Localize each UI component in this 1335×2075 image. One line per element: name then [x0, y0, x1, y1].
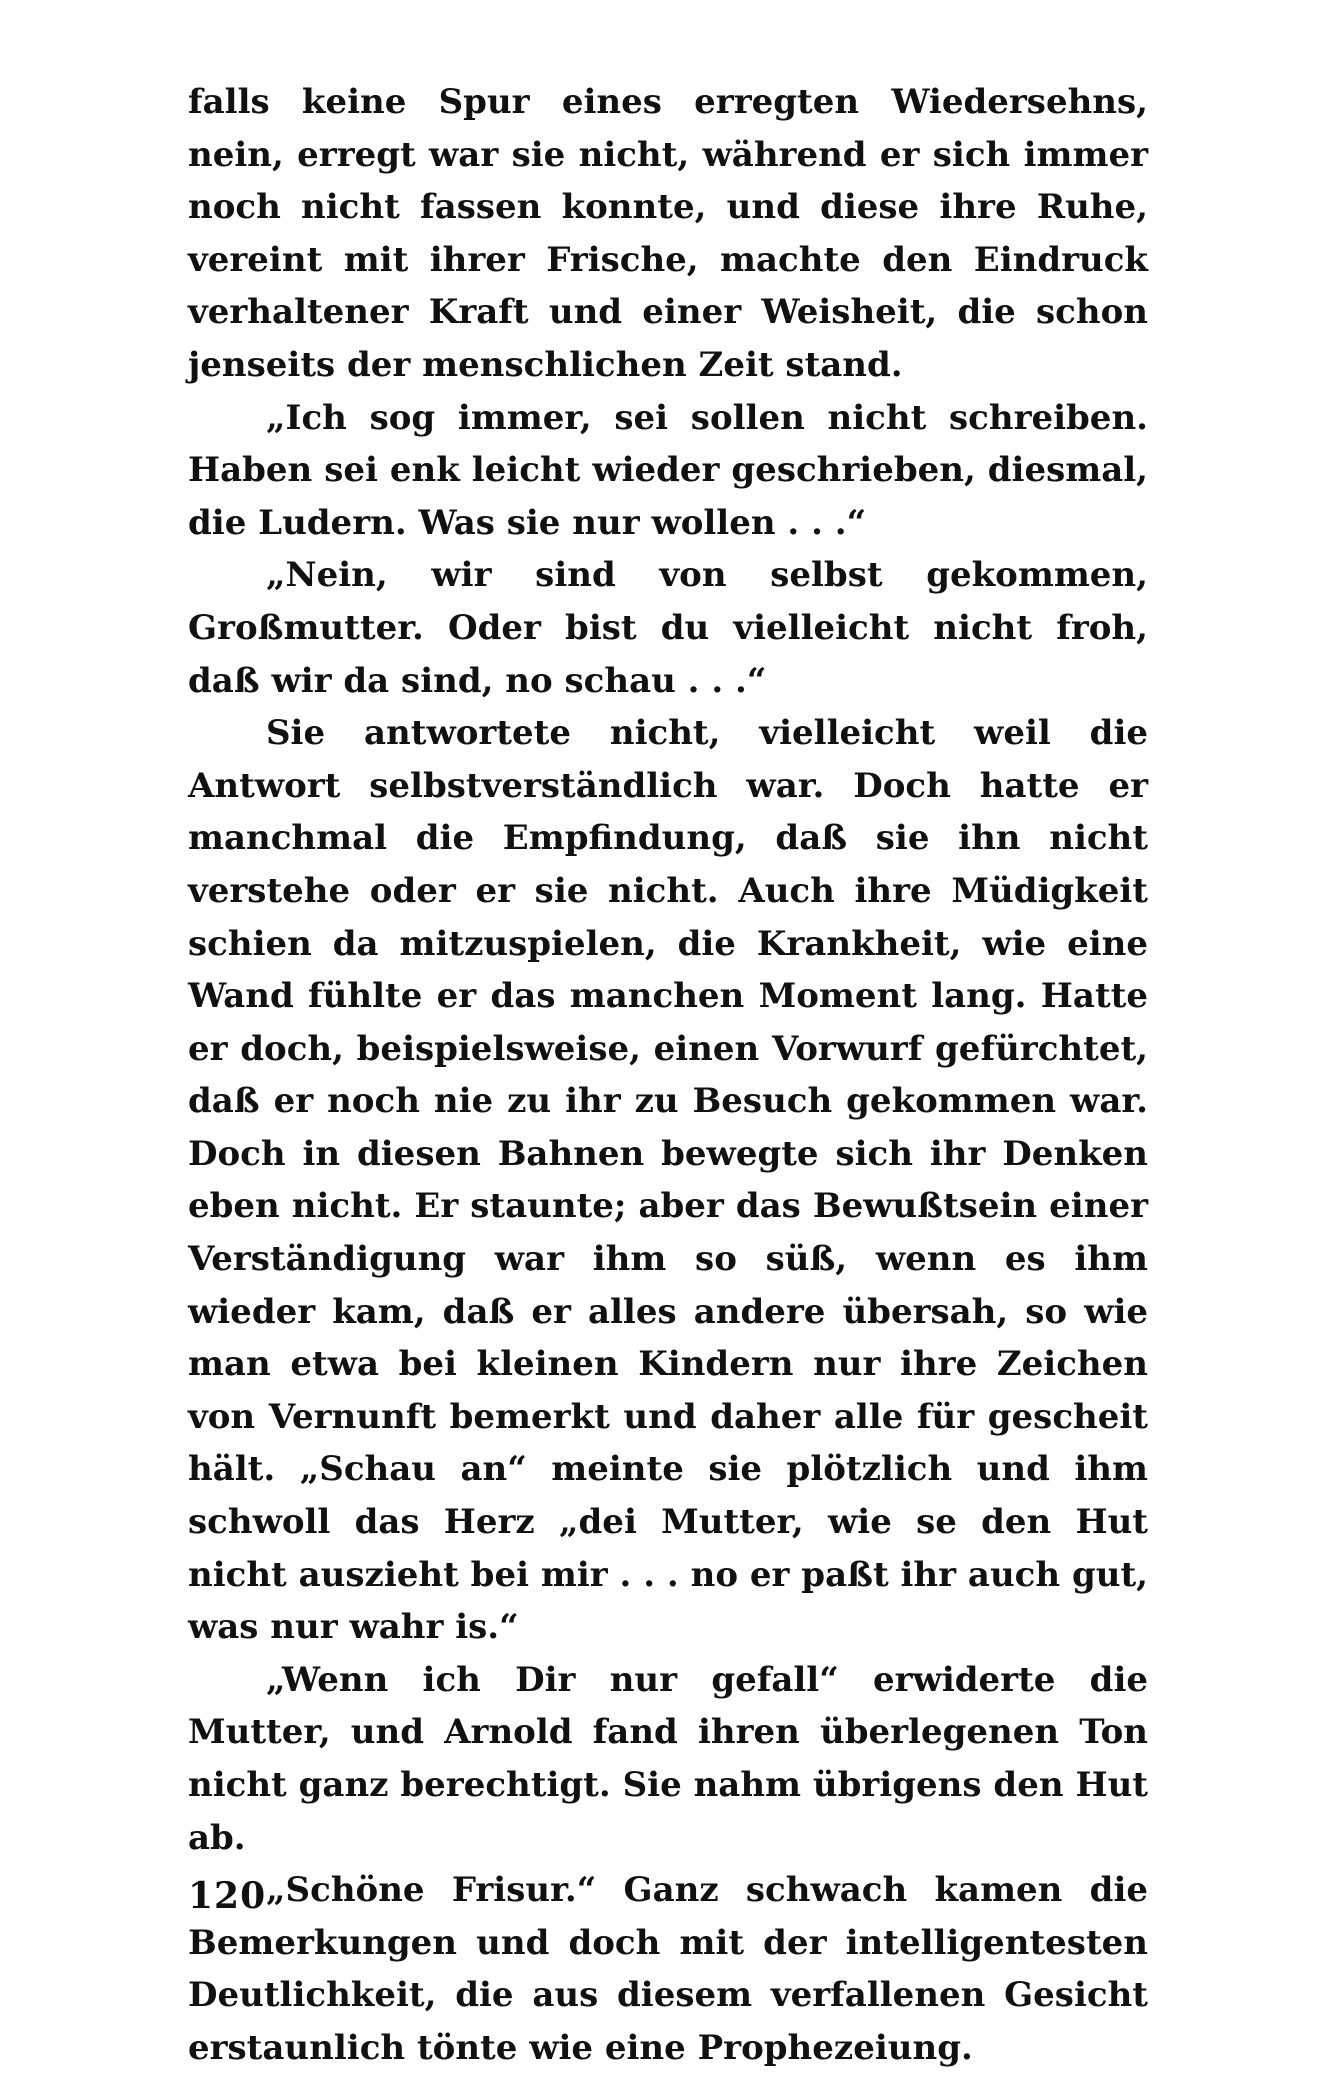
paragraph-2: „Ich sog immer, sei sollen nicht schreiben. Haben sei enk leicht wieder geschrieben, diesmal, die Ludern. Was sie nur wollen . . .“ [188, 397, 1148, 543]
paragraph-1: falls keine Spur eines erregten Wiedersehns, nein, erregt war sie nicht, während er sich immer noch nicht fassen konnte, und diese ihre Ruhe, vereint mit ihrer Frische, machte den Eindruck verhaltener Kraft und einer Weisheit, die schon jenseits der menschlichen Zeit stand. [188, 82, 1148, 385]
body-text [188, 76, 1148, 2075]
paragraph-6: „Schöne Frisur.“ Ganz schwach kamen die Bemerkungen und doch mit der intelligentesten Deutlichkeit, die aus diesem verfallenen Gesicht erstaunlich tönte wie eine Prophezeiung. [188, 1870, 1148, 2068]
paragraph-3: „Nein, wir sind von selbst gekommen, Großmutter. Oder bist du vielleicht nicht froh, daß wir da sind, no schau . . .“ [188, 555, 1148, 701]
page-number: 120 [188, 1875, 267, 1917]
paragraph-4: Sie antwortete nicht, vielleicht weil die Antwort selbstverständlich war. Doch hatte er manchmal die Empfindung, daß sie ihn nicht verstehe oder er sie nicht. Auch ihre Müdigkeit schien da mitzuspielen, die Krankheit, wie eine Wand fühlte er das manchen Moment lang. Hatte er doch, beispielsweise, einen Vorwurf gefürchtet, daß er noch nie zu ihr zu Besuch gekommen war. Doch in diesen Bahnen bewegte sich ihr Denken eben nicht. Er staunte; aber das Bewußtsein einer Verständigung war ihm so süß, wenn es ihm wieder kam, daß er alles andere übersah, so wie man etwa bei kleinen Kindern nur ihre Zeichen von Vernunft bemerkt und daher alle für gescheit hält. „Schau an“ meinte sie plötzlich und ihm schwoll das Herz „dei Mutter, wie se den Hut nicht auszieht bei mir . . . no er paßt ihr auch gut, was nur wahr is.“ [188, 713, 1148, 1648]
paragraph-5: „Wenn ich Dir nur gefall“ erwiderte die Mutter, und Arnold fand ihren überlegenen Ton nicht ganz berechtigt. Sie nahm übrigens den Hut ab. [188, 1659, 1148, 1858]
